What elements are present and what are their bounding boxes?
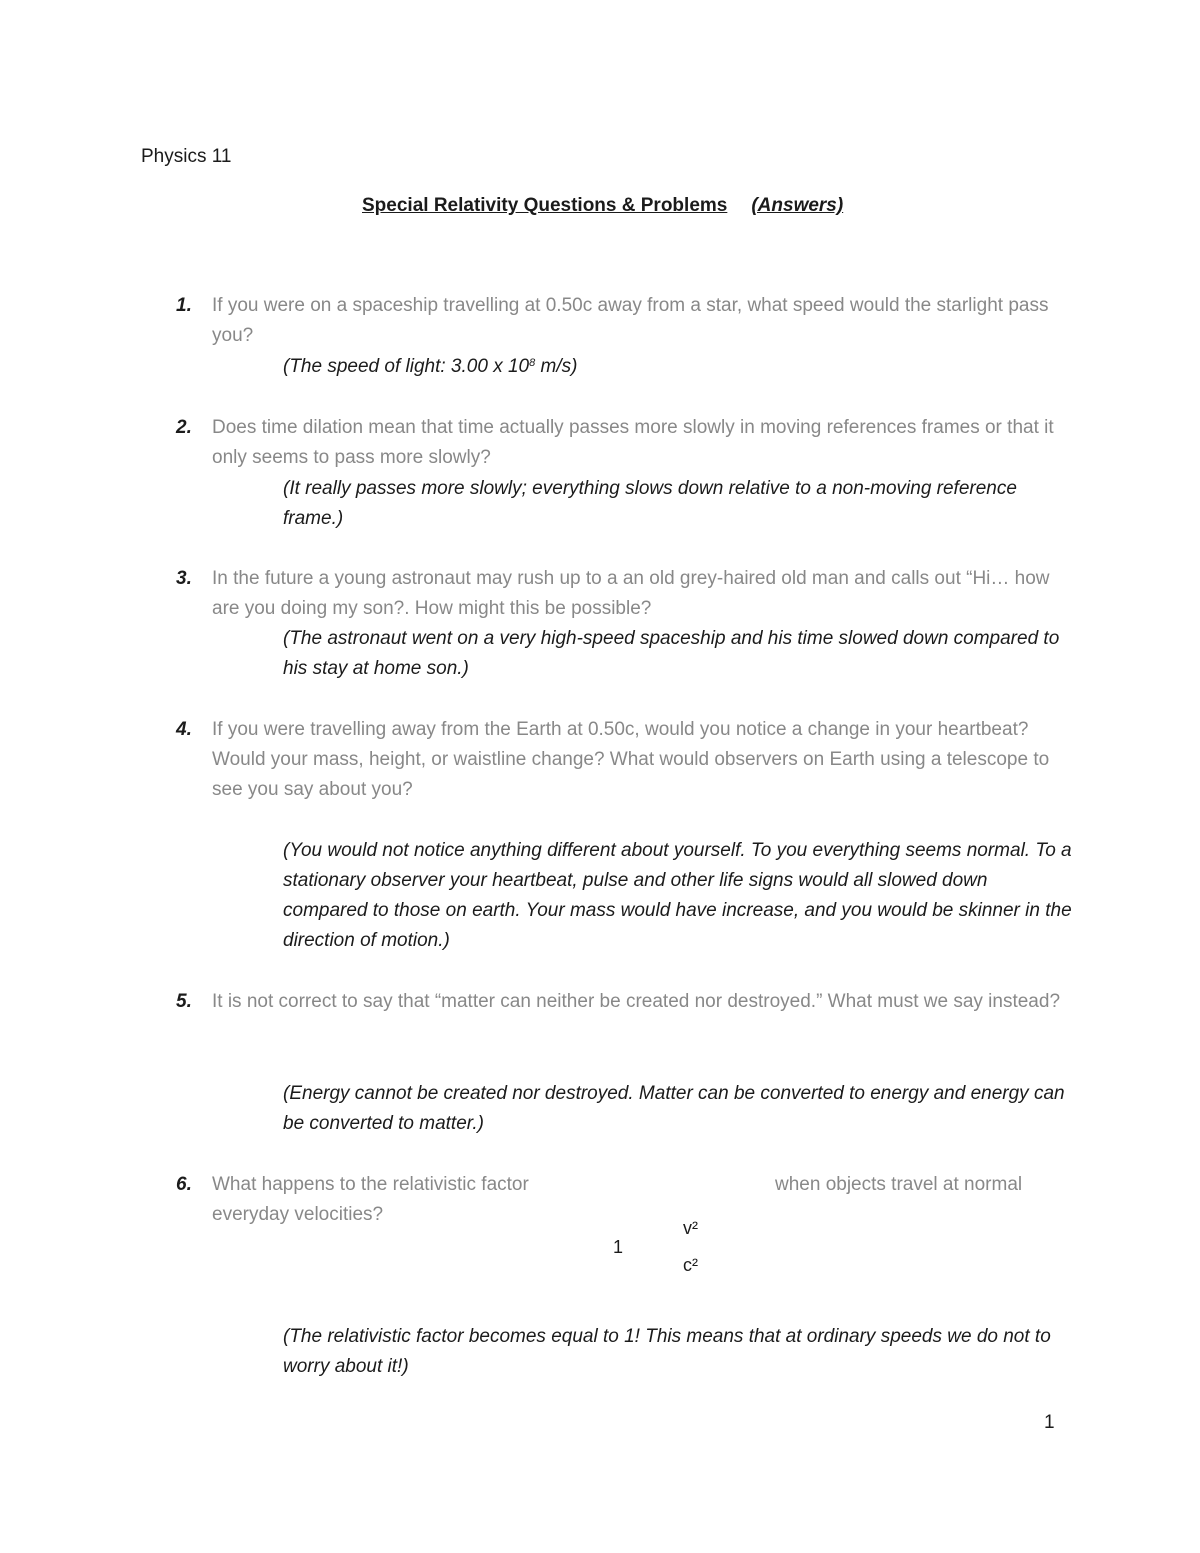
answer-4: (You would not notice anything different about yourself. To you everything seems normal. To a stationary observer your heartbeat, pulse and other life signs would all slowed down compared to those on earth. Your mass would have increase, and you would be skinner in the direction of motion.) [283,840,1072,951]
answer-unit: m/s) [535,356,578,377]
question-text-line2: everyday velocities? [212,1204,384,1225]
question-text: If you were on a spaceship travelling at 0.50c away from a star, what speed would the starlight pass you? [212,295,1049,346]
question-number: 4. [176,719,192,740]
formula-c-squared: c² [683,1255,698,1275]
answer-5: (Energy cannot be created nor destroyed. Matter can be converted to energy and energy can be converted to matter.) [283,1083,1065,1134]
answer-6: (The relativistic factor becomes equal to 1! This means that at ordinary speeds we do not to worry about it!) [283,1326,1051,1377]
answer-3: (The astronaut went on a very high-speed spaceship and his time slowed down compared to his stay at home son.) [283,628,1060,679]
answer-exponent: 8 [529,357,536,369]
formula-v-squared: v² [683,1218,698,1238]
page-number: 1 [1044,1412,1055,1433]
course-name: Physics 11 [141,146,232,167]
question-number: 2. [176,417,192,438]
question-number: 1. [176,295,192,316]
formula-one: 1 [613,1237,624,1257]
question-text: It is not correct to say that “matter can neither be created nor destroyed.” What must we say instead? [212,991,1061,1012]
answer-1 [283,352,1073,382]
question-number: 3. [176,568,192,589]
page-title [362,195,843,217]
question-text: What happens to the relativistic factor [212,1174,529,1195]
question-number: 5. [176,991,192,1012]
title-text: Special Relativity Questions & Problems [362,195,728,216]
question-number: 6. [176,1174,192,1195]
question-text-continued: when objects travel at normal [775,1174,1023,1195]
question-text: In the future a young astronaut may rush up to a an old grey-haired old man and calls out “Hi… how are you doing my son?. How might this be possible? [212,568,1050,619]
title-suffix: (Answers) [751,195,844,216]
question-text: If you were travelling away from the Earth at 0.50c, would you notice a change in your heartbeat? Would your mass, height, or waistline change? What would observers on Earth using a telescope to see you say about you? [212,719,1050,800]
question-text: Does time dilation mean that time actually passes more slowly in moving references frames or that it only seems to pass more slowly? [212,417,1054,468]
answer-text: (The speed of light: 3.00 x 10 [283,356,530,377]
answer-2: (It really passes more slowly; everything slows down relative to a non-moving reference frame.) [283,478,1017,529]
